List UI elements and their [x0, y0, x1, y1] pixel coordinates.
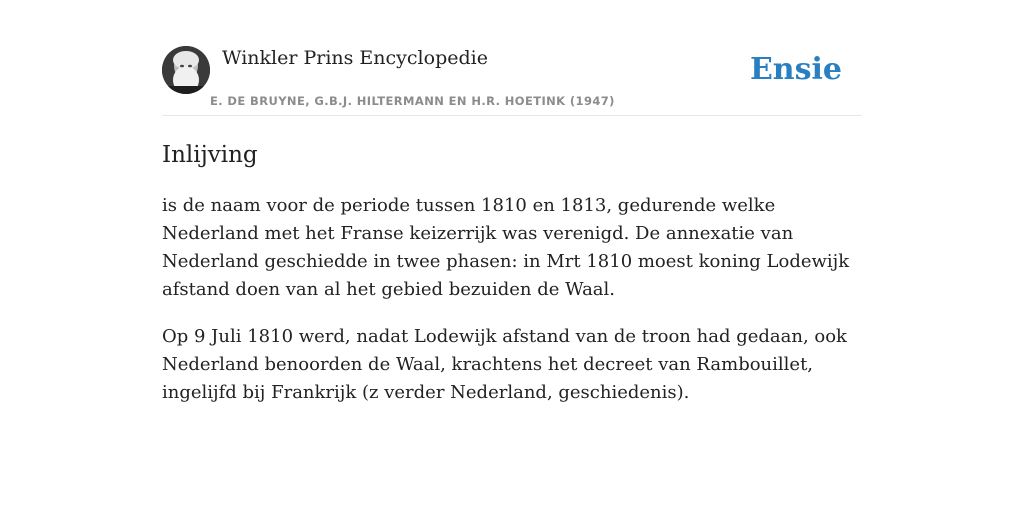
source-authors: E. DE BRUYNE, G.B.J. HILTERMANN EN H.R. HOETINK (1947) [210, 94, 615, 108]
article-paragraph: is de naam voor de periode tussen 1810 en 1813, gedurende welke Nederland met het Franse keizerrijk was verenigd. De annexatie van Nederland geschiedde in twee phasen: in Mrt 1810 moest koning Lodewijk afstand doen van al het gebied bezuiden de Waal. [162, 195, 850, 300]
article-body [162, 192, 862, 426]
brand-logo-link[interactable]: Ensie [749, 52, 842, 87]
portrait-photo-icon [162, 46, 210, 94]
source-avatar[interactable] [162, 46, 210, 94]
source-header [162, 45, 862, 116]
source-title[interactable]: Winkler Prins Encyclopedie [222, 47, 488, 69]
article-paragraph: Op 9 Juli 1810 werd, nadat Lodewijk afstand van de troon had gedaan, ook Nederland benoorden de Waal, krachtens het decreet van Rambouillet, ingelijfd bij Frankrijk (z verder Nederland, geschiedenis). [162, 326, 847, 403]
article-title: Inlijving [162, 142, 258, 168]
